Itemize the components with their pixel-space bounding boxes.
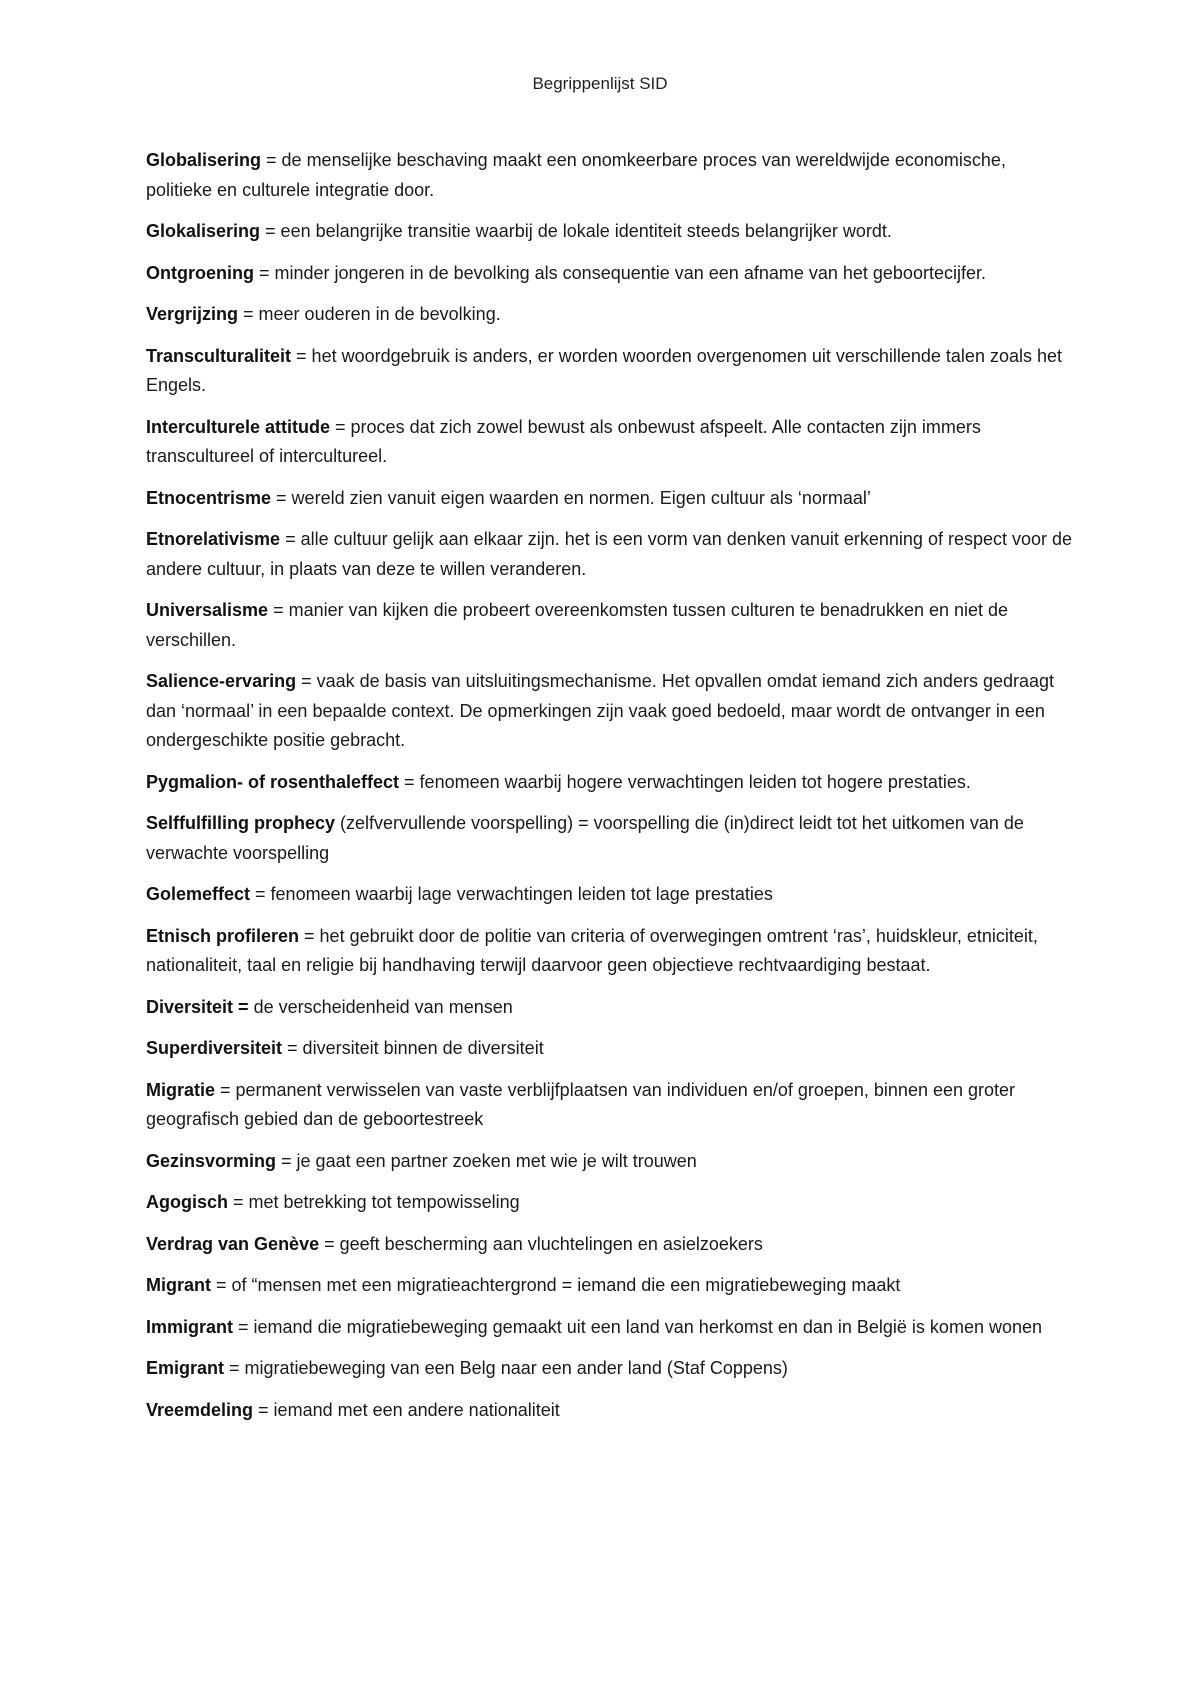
term-definition: = fenomeen waarbij lage verwachtingen leiden tot lage prestaties — [250, 884, 773, 904]
term-definition: = je gaat een partner zoeken met wie je wilt trouwen — [276, 1150, 697, 1171]
term-definition: = een belangrijke transitie waarbij de lokale identiteit steeds belangrijker wordt. — [260, 221, 892, 241]
term-title: Interculturele attitude — [146, 416, 331, 437]
term-entry-agogisch — [146, 1188, 1076, 1218]
term-entry-diversiteit — [146, 993, 1076, 1023]
term-definition: = de menselijke beschaving maakt een onomkeerbare proces van wereldwijde economische, politieke en culturele integratie door. — [146, 150, 1006, 200]
term-definition: = het gebruikt door de politie van criteria of overwegingen omtrent ‘ras’, huidskleur, etniciteit, nationaliteit, taal en religie bij handhaving terwijl daarvoor geen objectieve rechtvaardiging bestaat. — [146, 925, 1038, 975]
term-title: Migrant — [146, 1275, 211, 1295]
term-definition: = meer ouderen in de bevolking. — [238, 304, 501, 324]
term-definition: = met betrekking tot tempowisseling — [228, 1192, 520, 1212]
term-title: Glokalisering — [146, 221, 261, 241]
term-definition: = proces dat zich zowel bewust als onbewust afspeelt. Alle contacten zijn immers transcultureel of intercultureel. — [146, 416, 981, 466]
term-entry-immigrant — [146, 1313, 1076, 1343]
term-definition: = iemand die migratiebeweging gemaakt uit een land van herkomst en dan in België is komen wonen — [233, 1316, 1043, 1337]
term-title: Etnorelativisme — [146, 529, 281, 549]
term-title: Etnisch profileren — [146, 925, 300, 946]
term-entry-vergrijzing — [146, 300, 1076, 330]
term-title: Emigrant — [146, 1358, 225, 1378]
term-entry-vreemdeling — [146, 1396, 1076, 1426]
term-entry-migrant — [146, 1271, 1076, 1301]
term-title: Universalisme — [146, 600, 269, 620]
term-definition: = vaak de basis van uitsluitingsmechanisme. Het opvallen omdat iemand zich anders gedraagt dan ‘normaal’ in een bepaalde context. De opmerkingen zijn vaak goed bedoeld, maar wordt de ontvanger in een ondergeschikte positie gebracht. — [146, 671, 1055, 750]
term-entry-gezinsvorming — [146, 1147, 1076, 1177]
term-entry-salience-ervaring — [146, 667, 1076, 756]
term-title: Vreemdeling — [146, 1399, 254, 1420]
term-entry-pygmalion — [146, 768, 1076, 798]
term-entry-superdiversiteit — [146, 1034, 1076, 1064]
term-title: Ontgroening — [146, 262, 254, 283]
term-entry-globalisering — [146, 146, 1076, 205]
term-title: Migratie — [146, 1079, 216, 1100]
term-title: Immigrant — [146, 1316, 234, 1337]
term-title: Vergrijzing — [146, 304, 239, 324]
term-entry-golemeffect — [146, 880, 1076, 910]
term-definition: = permanent verwisselen van vaste verblijfplaatsen van individuen en/of groepen, binnen een groter geografisch gebied dan de geboortestreek — [146, 1079, 1016, 1129]
term-entry-glokalisering — [146, 217, 1076, 247]
term-title: Agogisch — [146, 1192, 229, 1212]
term-title: Transculturaliteit — [146, 345, 292, 366]
term-definition: = alle cultuur gelijk aan elkaar zijn. het is een vorm van denken vanuit erkenning of respect voor de andere cultuur, in plaats van deze te willen veranderen. — [146, 529, 1073, 579]
term-definition: = diversiteit binnen de diversiteit — [282, 1038, 544, 1058]
term-definition: = migratiebeweging van een Belg naar een ander land (Staf Coppens) — [224, 1358, 788, 1378]
term-entry-emigrant — [146, 1354, 1076, 1384]
term-definition: = minder jongeren in de bevolking als consequentie van een afname van het geboortecijfer. — [253, 262, 986, 283]
term-entry-ontgroening — [146, 259, 1076, 289]
term-entry-selffulfilling-prophecy — [146, 809, 1076, 868]
term-extra: (zelfvervullende voorspelling) — [335, 813, 574, 833]
term-definition: = of “mensen met een migratieachtergrond = iemand die een migratiebeweging maakt — [211, 1275, 901, 1295]
term-entry-etnorelativisme — [146, 525, 1076, 584]
term-title: Gezinsvorming — [146, 1150, 277, 1171]
term-entry-verdrag-van-geneve — [146, 1230, 1076, 1260]
term-title: Globalisering — [146, 150, 262, 170]
term-definition: = voorspelling die (in)direct leidt tot het uitkomen van de verwachte voorspelling — [146, 813, 1024, 863]
term-entry-migratie — [146, 1076, 1076, 1135]
term-entry-etnisch-profileren — [146, 922, 1076, 981]
term-title: Etnocentrisme — [146, 487, 272, 508]
term-entry-transculturaliteit — [146, 342, 1076, 401]
term-definition: = manier van kijken die probeert overeenkomsten tussen culturen te benadrukken en niet de verschillen. — [146, 600, 1009, 650]
term-definition: = fenomeen waarbij hogere verwachtingen leiden tot hogere prestaties. — [399, 771, 971, 792]
term-definition: = het woordgebruik is anders, er worden woorden overgenomen uit verschillende talen zoals het Engels. — [146, 345, 1062, 395]
term-title: Superdiversiteit — [146, 1038, 283, 1058]
page-header: Begrippenlijst SID — [532, 74, 668, 93]
term-title: Golemeffect — [146, 884, 251, 904]
term-definition: = wereld zien vanuit eigen waarden en normen. Eigen cultuur als ‘normaal’ — [271, 487, 871, 508]
term-title: Selffulfilling prophecy — [146, 813, 336, 833]
term-title: Diversiteit = — [146, 996, 249, 1017]
term-title: Salience-ervaring — [146, 671, 297, 691]
term-list — [146, 146, 1076, 1437]
term-entry-universalisme — [146, 596, 1076, 655]
term-title: Verdrag van Genève — [146, 1233, 320, 1254]
term-entry-etnocentrisme — [146, 484, 1076, 514]
term-title: Pygmalion- of rosenthaleffect — [146, 771, 400, 792]
term-entry-interculturele-attitude — [146, 413, 1076, 472]
term-definition: = geeft bescherming aan vluchtelingen en asielzoekers — [319, 1233, 763, 1254]
term-definition: de verscheidenheid van mensen — [248, 996, 513, 1017]
term-definition: = iemand met een andere nationaliteit — [253, 1399, 560, 1420]
